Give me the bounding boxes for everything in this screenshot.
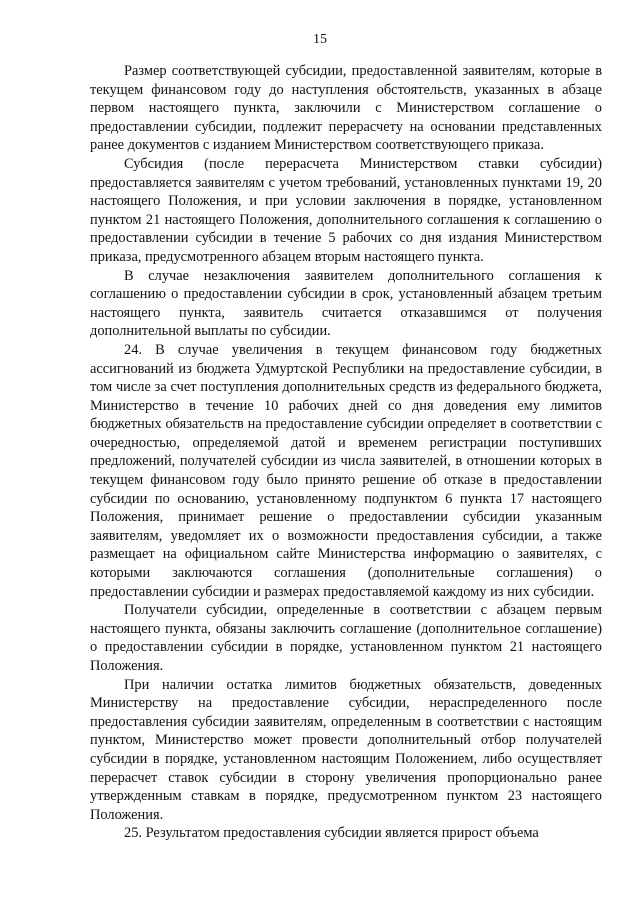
document-body — [90, 62, 602, 843]
paragraph: Субсидия (после перерасчета Министерством ставки субсидии) предоставляется заявителям с учетом требований, установленных пунктами 19, 20 настоящего Положения, и при условии заключения в порядке, установленном пунктом 21 настоящего Положения, дополнительного соглашения к соглашению о предоставлении субсидии в течение 5 рабочих со дня издания Министерством приказа, предусмотренного абзацем вторым настоящего пункта. — [90, 155, 602, 265]
paragraph: Размер соответствующей субсидии, предоставленной заявителям, которые в текущем финансовом году до наступления обстоятельств, указанных в абзаце первом настоящего пункта, заключили с Министерством соглашение о предоставлении субсидии, подлежит перерасчету на основании представленных ранее документов с изданием Министерством соответствующего приказа. — [90, 63, 602, 154]
paragraph-item-24: 24. В случае увеличения в текущем финансовом году бюджетных ассигнований из бюджета Удмуртской Республики на предоставление субсидии, в том числе за счет поступления дополнительных средств из федерального бюджета, Министерство в течение 10 рабочих дней со дня доведения ему лимитов бюджетных обязательств на предоставление субсидии определяет в соответствии с очередностью, определяемой датой и временем регистрации поступивших предложений, получателей субсидии из числа заявителей, в отношении которых в текущем финансовом году было принято решение об отказе в предоставлении субсидии по основанию, установленному подпунктом 6 пункта 17 настоящего Положения, принимает решение о предоставлении субсидии указанным заявителям, уведомляет их о возможности предоставления субсидии, а также размещает на официальном сайте Министерства информацию о заявителях, с которыми заключаются соглашения (дополнительные соглашения) о предоставлении субсидии и размерах предоставляемой каждому из них субсидии. — [90, 341, 602, 600]
paragraph: Получатели субсидии, определенные в соответствии с абзацем первым настоящего пункта, обязаны заключить соглашение (дополнительное соглашение) о предоставлении субсидии в порядке, установленном пунктом 21 настоящего Положения. — [90, 602, 602, 674]
page-number: 15 — [313, 32, 327, 47]
paragraph: При наличии остатка лимитов бюджетных обязательств, доведенных Министерству на предоставление субсидии, нераспределенного после предоставления субсидии заявителям, определенным в соответствии с настоящим пунктом, Министерство может провести дополнительный отбор получателей субсидии в порядке, установленном настоящим Положением, либо осуществляет перерасчет ставок субсидии в сторону увеличения пропорционально ранее утвержденным ставкам в порядке, предусмотренном пунктом 23 настоящего Положения. — [90, 676, 602, 823]
paragraph-item-25: 25. Результатом предоставления субсидии является прирост объема — [124, 825, 539, 842]
paragraph: В случае незаключения заявителем дополнительного соглашения к соглашению о предоставлении субсидии в срок, установленный абзацем третьим настоящего пункта, заявитель считается отказавшимся от получения дополнительной выплаты по субсидии. — [90, 267, 602, 340]
